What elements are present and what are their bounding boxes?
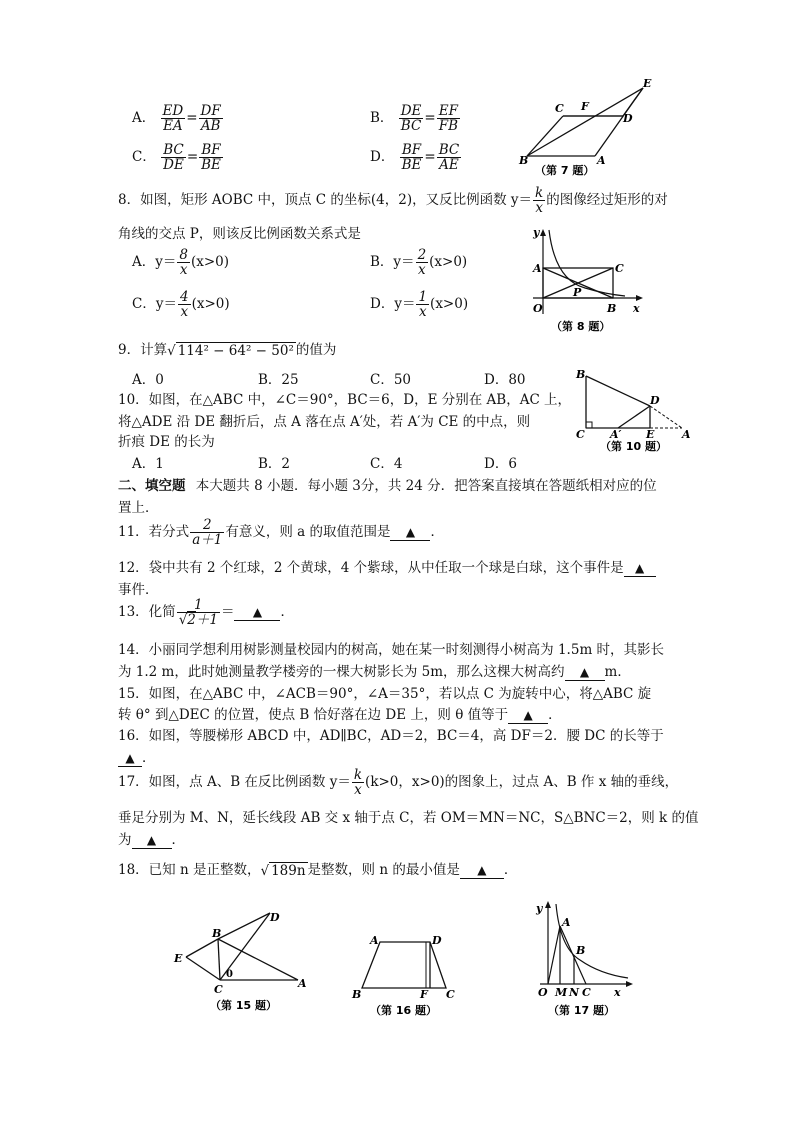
answer-blank[interactable]: ▲ [132, 832, 172, 849]
fraction: $\frac{4}{x}$ [179, 289, 189, 321]
option-label: B． [370, 110, 394, 127]
label: O [533, 302, 543, 315]
label: y [533, 226, 540, 239]
label: A [682, 428, 691, 441]
label: M [555, 986, 568, 999]
q16-line2: ▲ ． [118, 746, 156, 767]
label: C [615, 262, 624, 275]
fraction: $\frac{DF}{AB}$ [200, 103, 221, 135]
q8-line1: 8．如图，矩形 AOBC 中，顶点 C 的坐标(4，2)，又反比例函数 y＝ $\frac{k}{x}$ 的图像经过矩形的对 [118, 185, 668, 217]
figure-17-hyperbola [530, 898, 640, 1022]
label: D [270, 911, 280, 924]
fraction: $\frac{8}{x}$ [179, 247, 188, 279]
section2-header: 二、填空题 本大题共 8 小题．每小题 3分，共 24 分．把答案直接填在答题纸相对应的位 [118, 478, 657, 494]
figure-8-rectangle-hyperbola [525, 224, 650, 336]
label: B [607, 302, 617, 315]
label: y [536, 902, 543, 915]
label: D [650, 394, 660, 407]
q9-option-c[interactable]: C．50 [370, 372, 412, 388]
label: C [576, 428, 585, 441]
fraction: $\frac{BC}{DE}$ [163, 142, 184, 174]
fraction: $\frac{EF}{FB}$ [438, 103, 459, 135]
option-label: A． [132, 110, 156, 127]
answer-blank[interactable]: ▲ [565, 664, 605, 681]
label: O [538, 986, 548, 999]
fraction: $\frac{1}{x}$ [418, 289, 428, 321]
label: B [576, 368, 586, 381]
figure-caption: （第 10 题） [600, 440, 667, 453]
q11: 11．若分式 $\frac{2}{a+1}$ 有意义，则 a 的取值范围是 ▲ ． [118, 517, 444, 549]
fraction: $\frac{k}{x}$ [535, 185, 544, 217]
equals: = [186, 149, 199, 166]
section-title: 二、填空题 [118, 478, 186, 494]
label: A [298, 977, 307, 990]
fraction: $\frac{DE}{BC}$ [400, 103, 422, 135]
fraction: $\frac{2}{x}$ [417, 247, 427, 279]
q8-option-d[interactable]: D．y＝ $\frac{1}{x}$ (x>0) [370, 289, 469, 321]
figure-10-right-triangle [570, 366, 695, 456]
q8-line2: 角线的交点 P，则该反比例函数关系式是 [118, 226, 361, 242]
q16-line1: 16．如图，等腰梯形 ABCD 中，AD∥BC，AD＝2，BC＝4，高 DF＝2．腰 DC 的长等于 [118, 728, 664, 744]
q9-option-b[interactable]: B．25 [258, 372, 299, 388]
figure-caption: （第 7 题） [535, 164, 595, 177]
equals: = [424, 110, 436, 127]
q13: 13．化简 $\frac{1}{√2+1}$ ＝ ▲ ． [118, 597, 294, 629]
q18: 18．已知 n 是正整数，√ 189n 是整数，则 n 的最小值是 ▲ ． [118, 862, 518, 879]
q15-line1: 15．如图，在△ABC 中，∠ACB＝90°，∠A＝35°，若以点 C 为旋转中心，将△ABC 旋 [118, 686, 652, 702]
q7-option-a[interactable] [132, 104, 224, 133]
label: C [446, 988, 455, 1001]
label: C [555, 102, 564, 115]
q10-line3: 折痕 DE 的长为 [118, 434, 215, 450]
q7-option-d[interactable] [370, 143, 462, 172]
q8-option-b[interactable]: B．y＝ $\frac{2}{x}$ (x>0) [370, 247, 468, 279]
figure-16-trapezoid [350, 930, 465, 1022]
q8-option-c[interactable]: C．y＝ $\frac{4}{x}$ (x>0) [132, 289, 230, 321]
q17-line2: 垂足分别为 M、N，延长线段 AB 交 x 轴于点 C，若 OM＝MN＝NC，S△BNC＝2，则 k 的值 [118, 810, 699, 826]
answer-blank[interactable]: ▲ [624, 560, 656, 577]
q14-line2: 为 1.2 m，此时她测量教学楼旁的一棵大树影长为 5m，那么这棵大树高约 ▲ m． [118, 664, 631, 680]
label: B [212, 927, 222, 940]
q10-option-a[interactable]: A．1 [132, 456, 164, 472]
label: x [633, 302, 640, 315]
label: x [614, 986, 621, 999]
answer-blank[interactable]: ▲ [508, 707, 548, 724]
figure-caption: （第 8 题） [551, 320, 611, 333]
q14-line1: 14．小丽同学想利用树影测量校园内的树高，她在某一时刻测得小树高为 1.5m 时，其影长 [118, 642, 665, 658]
label: A [562, 916, 571, 929]
q8-option-a[interactable]: A．y＝ $\frac{8}{x}$ (x>0) [132, 247, 230, 279]
q10-option-d[interactable]: D．6 [484, 456, 517, 472]
figure-15-rotation [170, 905, 315, 1020]
label: D [432, 934, 442, 947]
label: 0 [226, 969, 233, 980]
label: E [643, 77, 652, 90]
answer-blank[interactable]: ▲ [390, 524, 430, 541]
figure-caption: （第 15 题） [210, 999, 277, 1012]
q17-line1: 17．如图，点 A、B 在反比例函数 y＝ $\frac{k}{x}$ (k>0，x>0)的图象上，过点 A、B 作 x 轴的垂线， [118, 767, 679, 799]
section2-desc2: 置上． [118, 500, 159, 516]
q10-option-c[interactable]: C．4 [370, 456, 403, 472]
label: P [573, 286, 582, 299]
q9-option-a[interactable]: A．0 [132, 372, 164, 388]
figure-7-parallelogram [515, 76, 660, 181]
q7-option-b[interactable] [370, 104, 461, 133]
answer-blank[interactable]: ▲ [234, 604, 280, 621]
answer-blank[interactable]: ▲ [118, 750, 142, 767]
q15-line2: 转 θ° 到△DEC 的位置，使点 B 恰好落在边 DE 上，则 θ 值等于 ▲ ． [118, 707, 562, 723]
label: B [352, 988, 362, 1001]
label: B [519, 154, 529, 167]
label: C [214, 983, 223, 996]
fraction: $\frac{1}{√2+1}$ [178, 597, 218, 629]
fraction: $\frac{2}{a+1}$ [192, 517, 223, 549]
q17-line3: 为 ▲ ． [118, 832, 185, 848]
sqrt: √ 189n [260, 862, 306, 879]
q9-stem: 9．计算√ 114² − 64² − 50² 的值为 [118, 342, 337, 359]
label: A [597, 154, 606, 167]
figure-caption: （第 16 题） [370, 1004, 437, 1017]
label: D [623, 112, 633, 125]
q10-line2: 将△ADE 沿 DE 翻折后，点 A 落在点 A′处，若 A′为 CE 的中点，则 [118, 414, 531, 430]
q12-line1: 12．袋中共有 2 个红球，2 个黄球，4 个紫球，从中任取一个球是白球，这个事件是 ▲ [118, 556, 656, 577]
q12-line2: 事件． [118, 582, 159, 598]
label: A [533, 262, 542, 275]
option-label: D． [370, 149, 395, 166]
q10-option-b[interactable]: B．2 [258, 456, 291, 472]
label: F [581, 100, 589, 113]
label: E [646, 428, 655, 441]
equals: = [424, 149, 436, 166]
answer-blank[interactable]: ▲ [460, 862, 504, 879]
figure-caption: （第 17 题） [548, 1004, 615, 1017]
q7-option-c[interactable] [132, 143, 224, 172]
sqrt: √ 114² − 64² − 50² [167, 342, 294, 359]
q10-line1: 10．如图，在△ABC 中，∠C＝90°，BC＝6，D，E 分别在 AB，AC 上， [118, 392, 572, 408]
label: E [174, 952, 183, 965]
label: F [420, 988, 428, 1001]
q9-option-d[interactable]: D．80 [484, 372, 526, 388]
label: A [370, 934, 379, 947]
label: C [582, 986, 591, 999]
label: A′ [610, 428, 622, 441]
fraction: $\frac{k}{x}$ [353, 767, 363, 799]
fraction: $\frac{ED}{EA}$ [162, 103, 184, 135]
equals: = [186, 110, 198, 127]
label: N [569, 986, 580, 999]
fraction: $\frac{BF}{BE}$ [201, 142, 221, 174]
option-label: C． [132, 149, 156, 166]
fraction: $\frac{BF}{BE}$ [401, 142, 422, 174]
fraction: $\frac{BC}{AE}$ [438, 142, 460, 174]
label: B [576, 944, 586, 957]
